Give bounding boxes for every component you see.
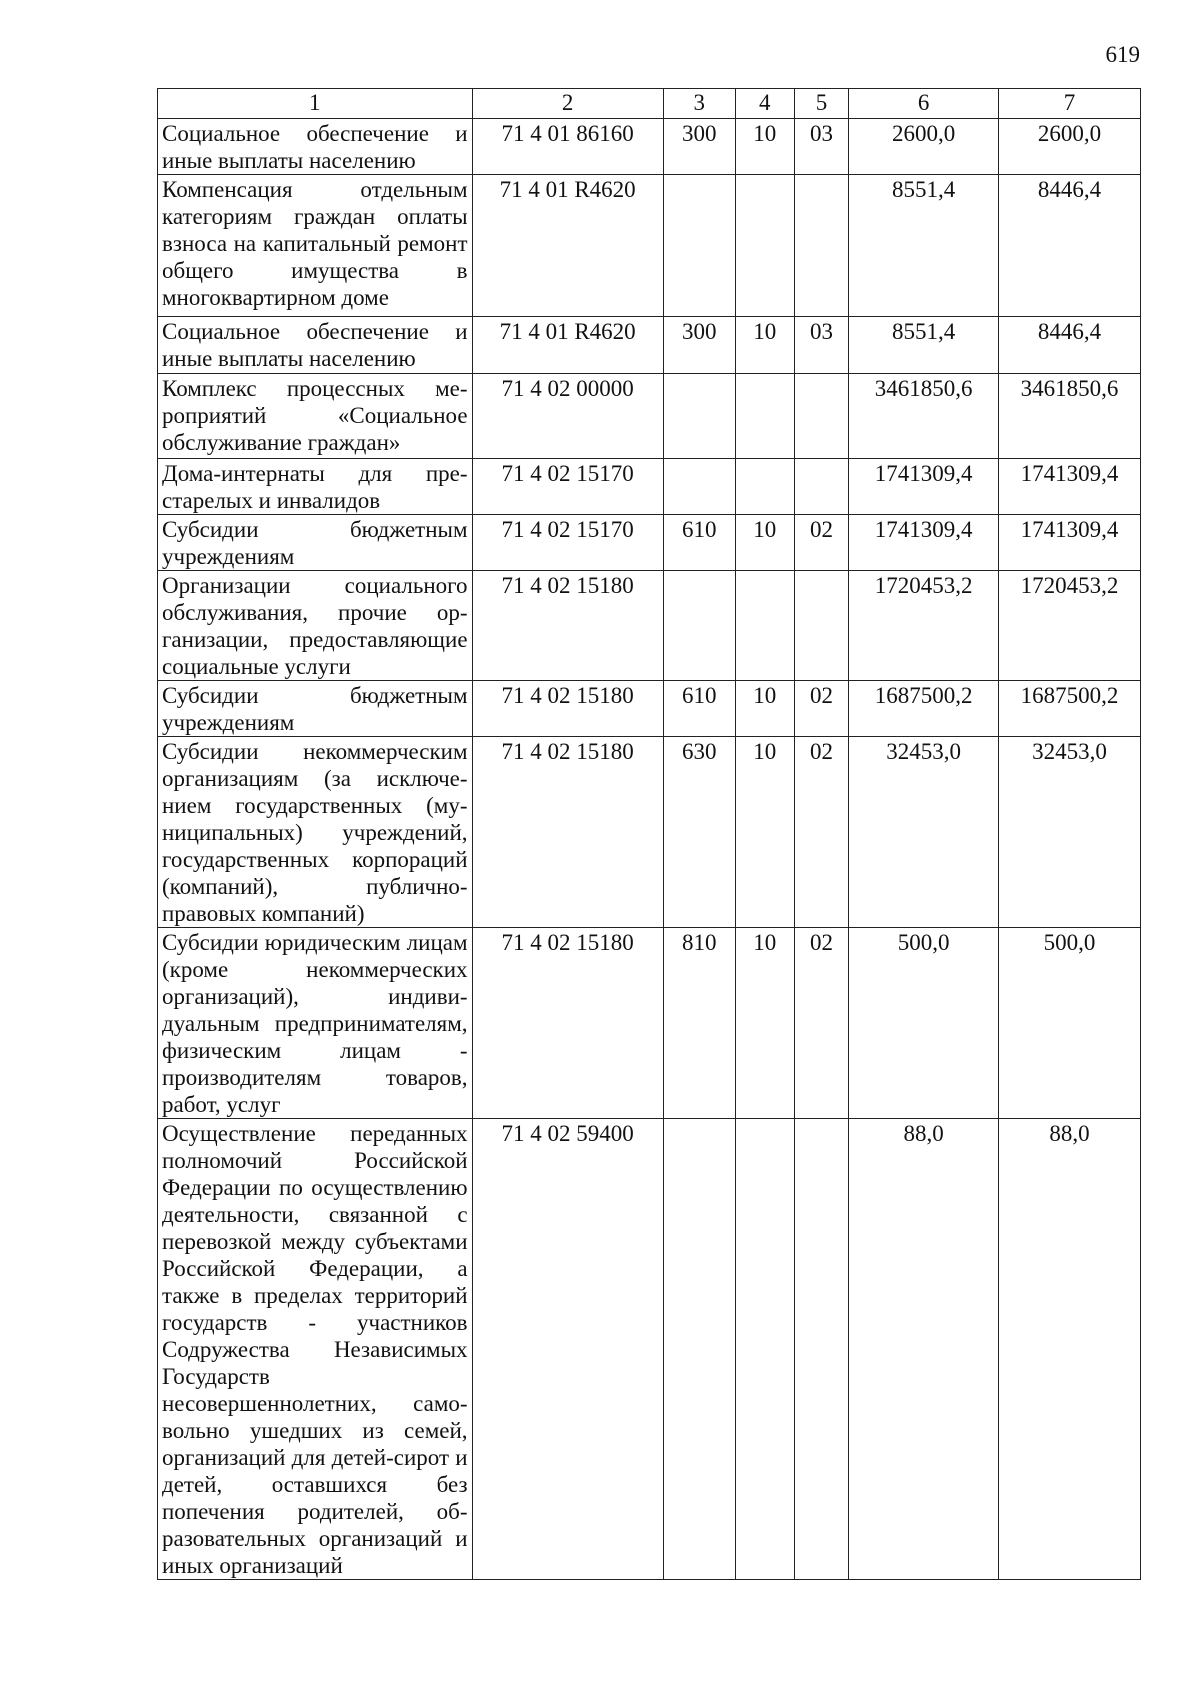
row-col-5: 03 <box>794 119 849 175</box>
header-col-5: 5 <box>794 89 849 119</box>
row-col-4 <box>735 1119 794 1580</box>
row-col-5 <box>794 374 849 459</box>
row-col-5: 02 <box>794 737 849 928</box>
row-col-4: 10 <box>735 737 794 928</box>
row-col-5: 02 <box>794 681 849 737</box>
row-code: 71 4 02 15180 <box>472 737 663 928</box>
header-col-1: 1 <box>158 89 473 119</box>
row-col-4: 10 <box>735 119 794 175</box>
row-name: Организации социального обслуживания, прочие организации, предоставляющие социальные услуги <box>158 571 473 681</box>
header-col-4: 4 <box>735 89 794 119</box>
table-row <box>158 1119 1141 1580</box>
row-col-5 <box>794 459 849 515</box>
row-name: Субсидии юридическим лицам (кроме некоммерческих организаций), индивидуальным предпринимателям, физическим лицам - производителям товаров, работ, услуг <box>158 928 473 1119</box>
table-row <box>158 571 1141 681</box>
row-col-6: 8551,4 <box>849 317 999 374</box>
row-col-7: 500,0 <box>998 928 1140 1119</box>
header-col-2: 2 <box>472 89 663 119</box>
row-col-7: 2600,0 <box>998 119 1140 175</box>
row-col-3 <box>663 374 735 459</box>
header-col-7: 7 <box>998 89 1140 119</box>
table-row <box>158 928 1141 1119</box>
row-col-7: 1741309,4 <box>998 459 1140 515</box>
row-col-4: 10 <box>735 681 794 737</box>
row-col-7: 1741309,4 <box>998 515 1140 571</box>
row-col-3: 610 <box>663 515 735 571</box>
row-code: 71 4 01 R4620 <box>472 317 663 374</box>
row-col-4 <box>735 571 794 681</box>
row-col-3 <box>663 459 735 515</box>
row-code: 71 4 02 15180 <box>472 681 663 737</box>
table-row <box>158 374 1141 459</box>
row-code: 71 4 02 15170 <box>472 459 663 515</box>
row-col-3 <box>663 571 735 681</box>
row-col-5: 03 <box>794 317 849 374</box>
row-col-3 <box>663 175 735 317</box>
table-row <box>158 737 1141 928</box>
row-name: Комплекс процессных мероприятий «Социальное обслуживание граждан» <box>158 374 473 459</box>
row-code: 71 4 02 15180 <box>472 928 663 1119</box>
row-col-5 <box>794 175 849 317</box>
row-name: Субсидии некоммерческим организациям (за исключением государственных (муниципальных) учреждений, государственных корпораций (компаний), публично-правовых компаний) <box>158 737 473 928</box>
header-col-6: 6 <box>849 89 999 119</box>
row-code: 71 4 02 59400 <box>472 1119 663 1580</box>
table-row <box>158 317 1141 374</box>
row-col-4: 10 <box>735 928 794 1119</box>
row-col-3: 630 <box>663 737 735 928</box>
table-row <box>158 175 1141 317</box>
row-col-7: 8446,4 <box>998 175 1140 317</box>
row-col-7: 32453,0 <box>998 737 1140 928</box>
row-col-6: 3461850,6 <box>849 374 999 459</box>
row-code: 71 4 01 86160 <box>472 119 663 175</box>
row-code: 71 4 02 15170 <box>472 515 663 571</box>
row-col-4: 10 <box>735 515 794 571</box>
row-col-7: 1687500,2 <box>998 681 1140 737</box>
row-col-6: 1720453,2 <box>849 571 999 681</box>
row-col-4 <box>735 459 794 515</box>
row-col-3: 300 <box>663 119 735 175</box>
row-name: Осуществление переданных полномочий Российской Федерации по осуществлению деятельности, связанной с перевозкой между субъектами Российской Федерации, а также в пределах территорий государств - участников Содружества Независимых Государств несовершеннолетних, самовольно ушедших из семей, организаций для детей-сирот и детей, оставшихся без попечения родителей, образовательных организаций и иных организаций <box>158 1119 473 1580</box>
row-col-7: 8446,4 <box>998 317 1140 374</box>
row-col-4 <box>735 374 794 459</box>
row-name: Дома-интернаты для престарелых и инвалидов <box>158 459 473 515</box>
row-code: 71 4 01 R4620 <box>472 175 663 317</box>
row-col-3: 300 <box>663 317 735 374</box>
row-col-6: 1741309,4 <box>849 459 999 515</box>
row-col-4: 10 <box>735 317 794 374</box>
row-col-4 <box>735 175 794 317</box>
row-col-5 <box>794 1119 849 1580</box>
header-col-3: 3 <box>663 89 735 119</box>
row-col-3 <box>663 1119 735 1580</box>
row-name: Субсидии бюджетным учреждениям <box>158 681 473 737</box>
row-col-7: 3461850,6 <box>998 374 1140 459</box>
row-col-6: 32453,0 <box>849 737 999 928</box>
table-row <box>158 681 1141 737</box>
row-name: Социальное обеспечение и иные выплаты населению <box>158 119 473 175</box>
page-number: 619 <box>1105 42 1140 67</box>
row-col-5 <box>794 571 849 681</box>
row-code: 71 4 02 15180 <box>472 571 663 681</box>
row-name: Компенсация отдельным категориям граждан оплаты взноса на капитальный ремонт общего имущества в многоквартирном доме <box>158 175 473 317</box>
row-name: Социальное обеспечение и иные выплаты населению <box>158 317 473 374</box>
row-col-3: 610 <box>663 681 735 737</box>
row-col-5: 02 <box>794 928 849 1119</box>
table-row <box>158 119 1141 175</box>
row-col-7: 1720453,2 <box>998 571 1140 681</box>
row-col-6: 8551,4 <box>849 175 999 317</box>
row-col-6: 1741309,4 <box>849 515 999 571</box>
row-name: Субсидии бюджетным учреждениям <box>158 515 473 571</box>
row-col-6: 88,0 <box>849 1119 999 1580</box>
row-col-6: 500,0 <box>849 928 999 1119</box>
table-row <box>158 459 1141 515</box>
budget-table <box>157 88 1141 1580</box>
row-col-6: 1687500,2 <box>849 681 999 737</box>
row-code: 71 4 02 00000 <box>472 374 663 459</box>
row-col-7: 88,0 <box>998 1119 1140 1580</box>
row-col-3: 810 <box>663 928 735 1119</box>
header-row <box>158 89 1141 119</box>
row-col-6: 2600,0 <box>849 119 999 175</box>
row-col-5: 02 <box>794 515 849 571</box>
table-row <box>158 515 1141 571</box>
